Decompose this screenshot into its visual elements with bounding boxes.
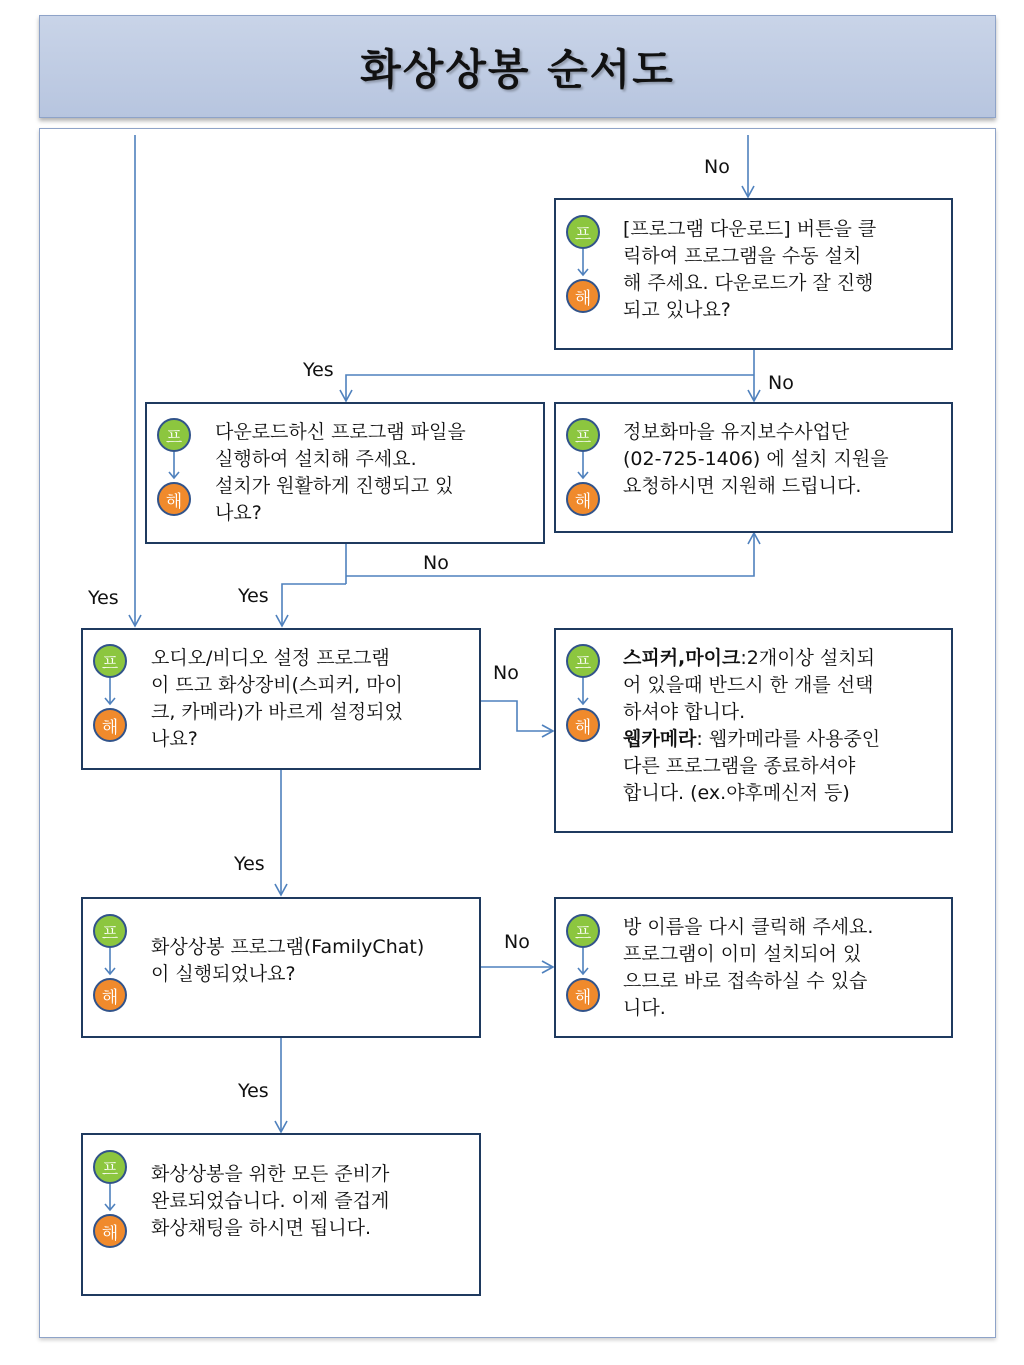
program-badge-icon: 프 (566, 914, 600, 948)
solution-badge-icon: 해 (93, 1214, 127, 1248)
solution-badge-icon: 해 (566, 978, 600, 1012)
program-badge-icon: 프 (157, 418, 191, 452)
label-yes-av: Yes (238, 585, 269, 607)
badge-arrow-icon (576, 678, 590, 708)
solution-badge-icon: 해 (566, 708, 600, 742)
label-yes-ready: Yes (238, 1080, 269, 1102)
program-badge-icon: 프 (93, 1150, 127, 1184)
program-badge-icon: 프 (566, 215, 600, 249)
box-click-room (554, 897, 953, 1038)
box-device-tips-text: 스피커,마이크:2개이상 설치되 어 있을때 반드시 한 개를 선택 하셔야 합니다. 웹카메라: 웹카메라를 사용중인 다른 프로그램을 종료하셔야 합니다. (ex.야후메신저 등) (623, 647, 881, 804)
page-title: 화상상봉 순서도 (360, 44, 675, 94)
arrow-av-no (481, 701, 553, 731)
program-badge-icon: 프 (566, 418, 600, 452)
badge-arrow-icon (576, 452, 590, 482)
box-download-manual-text: [프로그램 다운로드] 버튼을 클 릭하여 프로그램을 수동 설치 해 주세요. 다운로드가 잘 진행 되고 있나요? (623, 218, 877, 321)
box-ready (81, 1133, 481, 1296)
badge-arrow-icon (103, 678, 117, 708)
badge-arrow-icon (103, 1184, 117, 1214)
label-no-av: No (493, 662, 519, 684)
program-badge-icon: 프 (566, 644, 600, 678)
box-av-settings-text: 오디오/비디오 설정 프로그램 이 뜨고 화상장비(스피커, 마이 크, 카메라)가 바르게 설정되었 나요? (151, 647, 403, 750)
box-download-manual (554, 198, 953, 350)
program-badge-icon: 프 (93, 644, 127, 678)
solution-badge-icon: 해 (566, 279, 600, 313)
box-device-tips (554, 628, 953, 833)
box-click-room-text: 방 이름을 다시 클릭해 주세요. 프로그램이 이미 설치되어 있 으므로 바로 접속하실 수 있습 니다. (623, 916, 874, 1019)
solution-badge-icon: 해 (566, 482, 600, 516)
solution-badge-icon: 해 (157, 482, 191, 516)
label-no-installer: No (423, 552, 449, 574)
badge-arrow-icon (167, 452, 181, 482)
label-yes-familychat: Yes (234, 853, 265, 875)
box-familychat-text: 화상상봉 프로그램(FamilyChat) 이 실행되었나요? (151, 936, 425, 985)
badge-arrow-icon (576, 948, 590, 978)
arrow-installer-yes (282, 584, 346, 626)
box-av-settings (81, 628, 481, 770)
box-support (554, 402, 953, 533)
solution-badge-icon: 해 (93, 978, 127, 1012)
box-familychat (81, 897, 481, 1038)
label-no-support: No (768, 372, 794, 394)
box-support-text: 정보화마을 유지보수사업단 (02-725-1406) 에 설치 지원을 요청하시면 지원해 드립니다. (623, 421, 889, 497)
box-run-installer (145, 402, 545, 544)
webcam-label: 웹카메라 (623, 728, 697, 750)
label-yes-installer: Yes (303, 359, 334, 381)
solution-badge-icon: 해 (93, 708, 127, 742)
box-run-installer-text: 다운로드하신 프로그램 파일을 실행하여 설치해 주세요. 설치가 원활하게 진행되고 있 나요? (215, 421, 466, 524)
label-yes-left: Yes (88, 587, 119, 609)
box-ready-text: 화상상봉을 위한 모든 준비가 완료되었습니다. 이제 즐겁게 화상채팅을 하시면 됩니다. (151, 1163, 390, 1239)
arrow-split-yes (346, 375, 754, 401)
badge-arrow-icon (576, 249, 590, 279)
label-no-entry: No (704, 156, 730, 178)
program-badge-icon: 프 (93, 914, 127, 948)
label-no-familychat: No (504, 931, 530, 953)
speaker-mic-label: 스피커,마이크 (623, 647, 741, 669)
badge-arrow-icon (103, 948, 117, 978)
